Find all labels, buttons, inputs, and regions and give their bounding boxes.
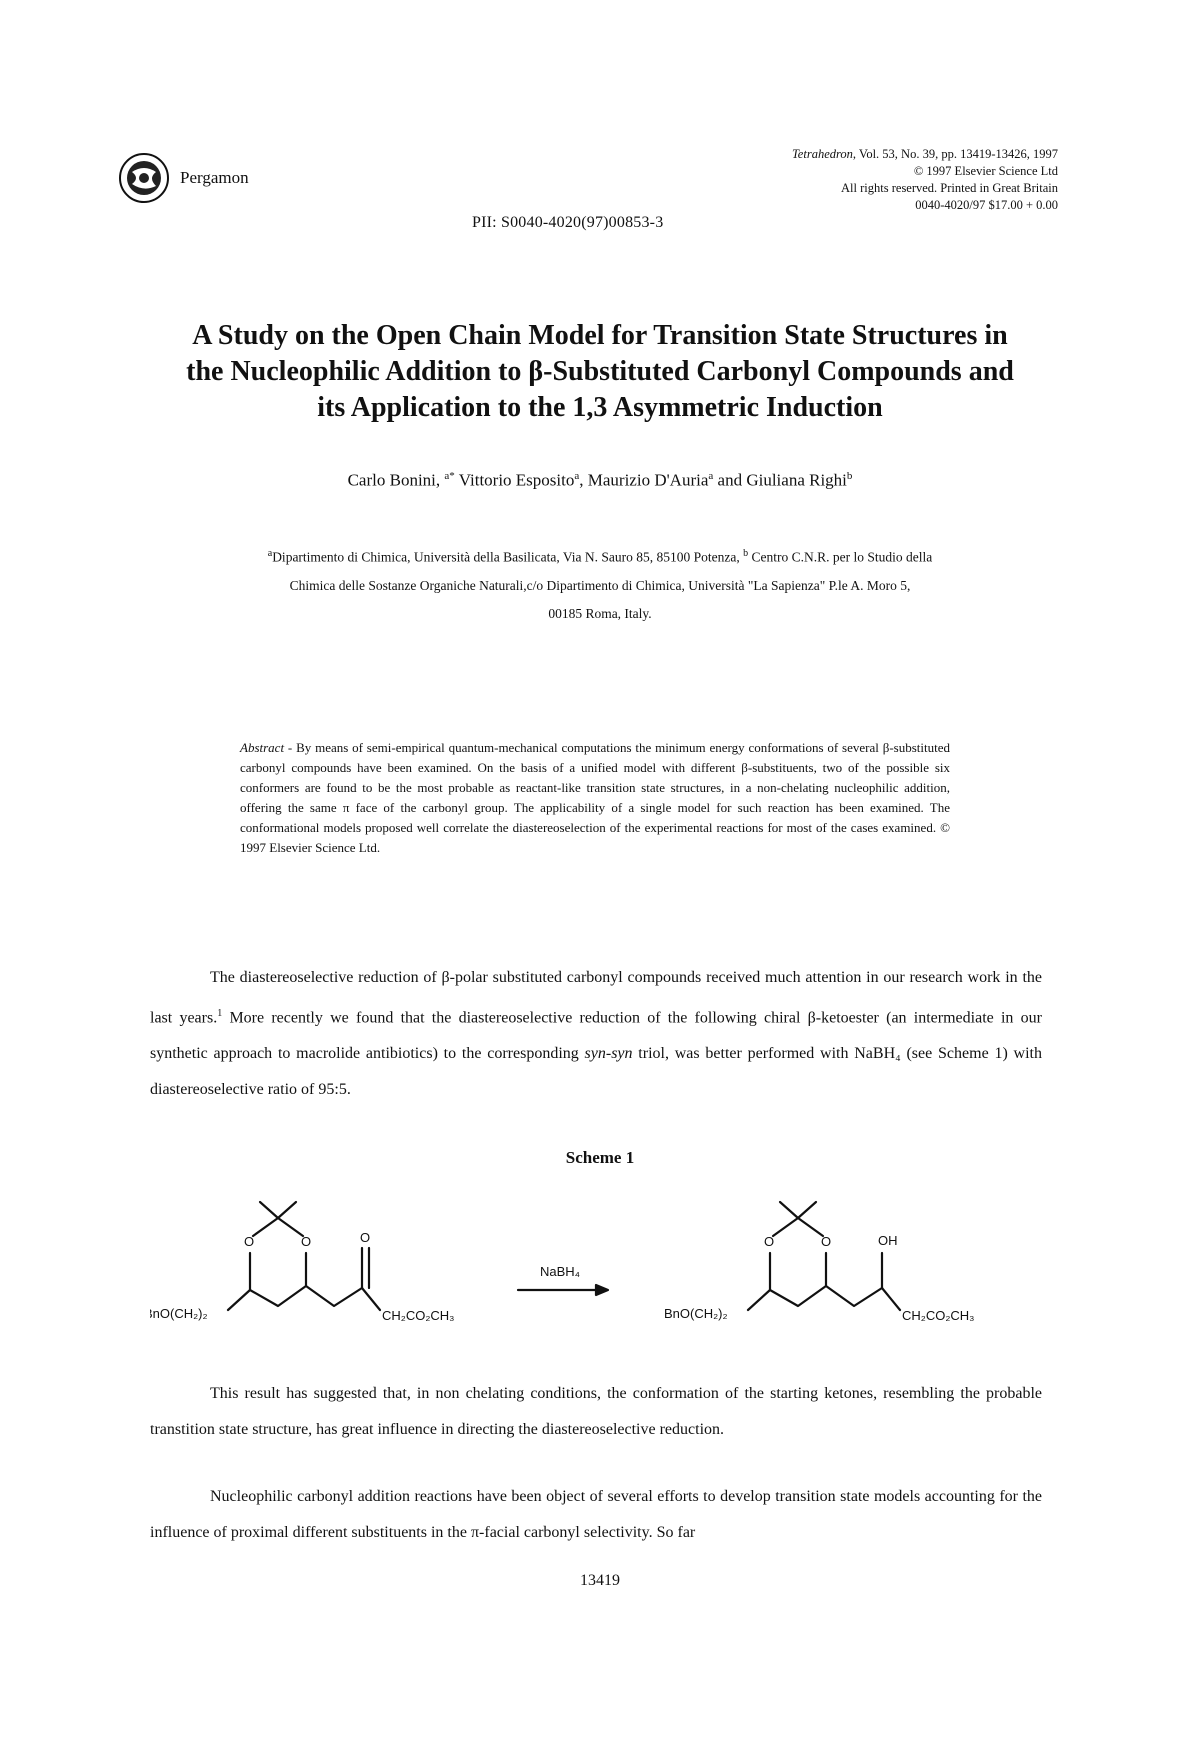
journal-volume: , Vol. 53, No. 39, pp. 13419-13426, 1997 [852, 147, 1058, 161]
journal-info [792, 146, 1058, 214]
affil-marker-b: b [743, 548, 749, 559]
right-ring-top [773, 1218, 823, 1236]
abstract [240, 738, 950, 858]
right-ring-o2: O [821, 1234, 832, 1249]
journal-name: Tetrahedron [792, 147, 853, 161]
scheme-title: Scheme 1 [565, 1148, 635, 1167]
left-ester-bond [362, 1288, 380, 1310]
body-paragraph-2: This result has suggested that, in non chelating conditions, the conformation of the starting ketones, resembling the probable transtition state structure, has great influence in directing the diastereoselective reduction. [150, 1385, 1042, 1438]
abstract-label: Abstract [240, 740, 285, 755]
affil-marker-a: a [267, 548, 273, 559]
author-4: and Giuliana Righi [713, 470, 847, 490]
author-3: , Maurizio D'Auria [579, 470, 709, 490]
p1-text-a: The diastereoselective reduction of β-polar substituted carbonyl compounds received much attention in our research work in the last years. [150, 969, 1042, 1027]
abstract-text: - By means of semi-empirical quantum-mechanical computations the minimum energy conformations of several β-substituted carbonyl compounds have been examined. On the basis of a unified model with different β-substituents, two of the possible six conformers are found to be the most probable as reactant-like transition state structures, in a non-chelating nucleophilic addition, offering the same π face of the carbonyl group. The applicability of a single model for such reaction has been examined. The conformational models proposed well correlate the diastereoselection of the experimental reactions for most of the cases examined. © 1997 Elsevier Science Ltd. [240, 740, 950, 855]
title-line-2: the Nucleophilic Addition to β-Substituted Carbonyl Compounds and [186, 356, 1014, 387]
affiliation-b: Centro C.N.R. per lo Studio della [748, 549, 933, 565]
left-ring-o2: O [301, 1234, 312, 1249]
p1-text-c: triol, was better performed with NaBH₄ (see Scheme 1) with diastereoselective ratio of 95:5. [150, 1045, 1042, 1099]
left-chain-bond [228, 1286, 362, 1310]
journal-citation [792, 146, 1058, 163]
right-methyl-1 [780, 1202, 798, 1218]
affiliation-line-3: 00185 Roma, Italy. [548, 605, 652, 621]
right-bno-group: BnO(CH₂)₂ [664, 1306, 728, 1321]
affiliation-line-2: Chimica delle Sostanze Organiche Naturali,c/o Dipartimento di Chimica, Università "La Sapienza" P.le A. Moro 5, [289, 577, 911, 593]
reaction-arrow-head [596, 1285, 608, 1295]
affiliation-line-1 [150, 540, 1050, 572]
p1-text-b: More recently we found that the diastereoselective reduction of the following chiral β-ketoester (an intermediate in our synthetic approach to macrolide antibiotics) to the corresponding [150, 1009, 1042, 1063]
reference-1: 1 [217, 1008, 223, 1019]
right-chain-bond [748, 1286, 882, 1310]
page-number: 13419 [580, 1572, 620, 1589]
left-methyl-1 [260, 1202, 278, 1218]
body-paragraph-3: Nucleophilic carbonyl addition reactions have been object of several efforts to develop transition state models accounting for the influence of proximal different substituents in the π-facial carbonyl selectivity. So far [150, 1488, 1042, 1541]
publisher-name: Pergamon [180, 168, 249, 187]
author-list [130, 470, 1070, 491]
right-ring-o1: O [764, 1234, 775, 1249]
title-line-3: its Application to the 1,3 Asymmetric Induction [317, 392, 883, 423]
author-3-affil: a [708, 470, 714, 482]
author-1: Carlo Bonini, [347, 470, 441, 490]
reaction-scheme [150, 1198, 1050, 1348]
right-oh-group: OH [878, 1233, 898, 1248]
author-1-affil: a* [444, 470, 455, 482]
author-2-affil: a [574, 470, 580, 482]
price-line: 0040-4020/97 $17.00 + 0.00 [915, 198, 1058, 212]
title-line-1: A Study on the Open Chain Model for Transition State Structures in [192, 320, 1008, 351]
right-methyl-2 [798, 1202, 816, 1218]
left-ring-top [253, 1218, 303, 1236]
copyright-line: © 1997 Elsevier Science Ltd [913, 164, 1058, 178]
p1-syn-syn: syn-syn [584, 1045, 633, 1063]
right-ester-bond [882, 1288, 900, 1310]
left-ester-group: CH₂CO₂CH₃ [382, 1308, 455, 1323]
left-methyl-2 [278, 1202, 296, 1218]
body-paragraph-1 [150, 960, 1042, 1108]
left-ketone-o: O [360, 1230, 371, 1245]
author-2: Vittorio Esposito [454, 470, 575, 490]
scheme-drawing [150, 1198, 1050, 1348]
reagent-label: NaBH₄ [540, 1264, 580, 1279]
pergamon-logo-icon [118, 152, 170, 204]
affiliation-a: Dipartimento di Chimica, Università della Basilicata, Via N. Sauro 85, 85100 Potenza, [272, 549, 744, 565]
right-ester-group: CH₂CO₂CH₃ [902, 1308, 975, 1323]
left-bno-group: BnO(CH₂)₂ [150, 1306, 208, 1321]
author-4-affil: b [846, 470, 853, 482]
rights-line: All rights reserved. Printed in Great Britain [841, 181, 1058, 195]
pii-code: PII: S0040-4020(97)00853-3 [472, 214, 664, 231]
affiliation [150, 540, 1050, 628]
left-ring-o1: O [244, 1234, 255, 1249]
paper-title [130, 318, 1070, 426]
